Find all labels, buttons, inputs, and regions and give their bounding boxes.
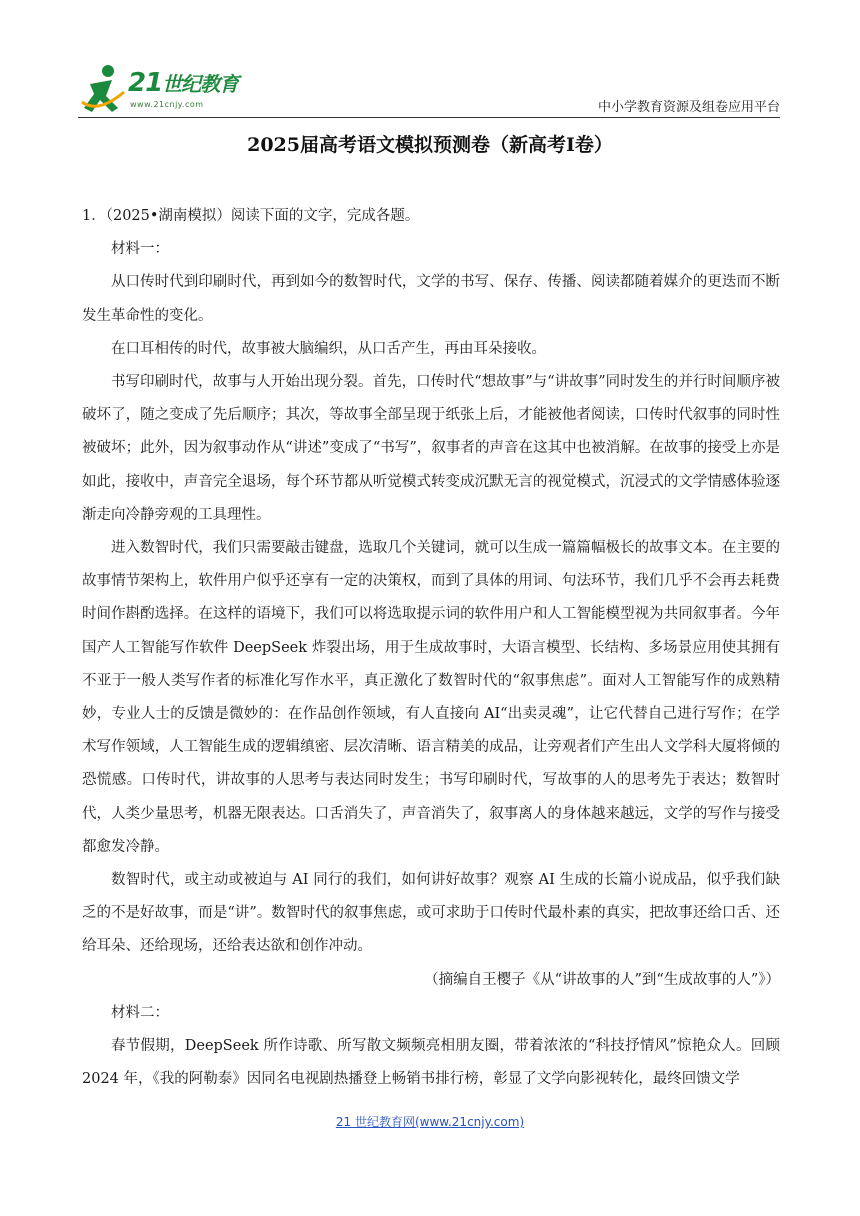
source-citation: （摘编自王樱子《从“讲故事的人”到“生成故事的人”》）	[424, 971, 780, 988]
logo-url: www.21cnjy.com	[130, 100, 204, 109]
paragraph: 在口耳相传的时代，故事被大脑编织，从口舌产生，再由耳朵接收。	[111, 340, 546, 357]
paragraph: 进入数智时代，我们只需要敲击键盘，选取几个关键词，就可以生成一篇篇幅极长的故事文本。在主要的故事情节架构上，软件用户似乎还享有一定的决策权，而到了具体的用词、句法环节，我们几乎不会再去耗费时间作斟酌选择。在这样的语境下，我们可以将选取提示词的软件用户和人工智能模型视为共同叙事者。今年国产人工智能写作软件 DeepSeek 炸裂出场，用于生成故事时，大语言模型、长结构、多场景应用使其拥有不亚于一般人类写作者的标准化写作水平，真正激化了数智时代的“叙事焦虑”。面对人工智能写作的成熟精妙，专业人士的反馈是微妙的：在作品创作领域，有人直接向 AI“出卖灵魂”，让它代替自己进行写作；在学术写作领域，人工智能生成的逻辑缜密、层次清晰、语言精美的成品，让旁观者们产生出人文学科大厦将倾的恐慌感。口传时代，讲故事的人思考与表达同时发生；书写印刷时代，写故事的人的思考先于表达；数智时代，人类少量思考，机器无限表达。口舌消失了，声音消失了，叙事离人的身体越来越远，文学的写作与接受都愈发冷静。	[82, 540, 780, 855]
question-body	[82, 200, 780, 1096]
platform-label: 中小学教育资源及组卷应用平台	[597, 100, 780, 115]
running-figure-icon	[78, 62, 128, 116]
material1-label: 材料一：	[111, 241, 169, 258]
footer-link[interactable]: 21 世纪教育网(www.21cnjy.com)	[335, 1115, 525, 1129]
paragraph: 书写印刷时代，故事与人开始出现分裂。首先，口传时代“想故事”与“讲故事”同时发生的并行时间顺序被破坏了，随之变成了先后顺序；其次，等故事全部呈现于纸张上后，才能被他者阅读，口传时代叙事的同时性被破坏；此外，因为叙事动作从“讲述”变成了“书写”，叙事者的声音在这其中也被消解。在故事的接受上亦是如此，接收中，声音完全退场，每个环节都从听觉模式转变成沉默无言的视觉模式，沉浸式的文学情感体验逐渐走向冷静旁观的工具理性。	[82, 374, 780, 523]
paragraph: 数智时代，或主动或被迫与 AI 同行的我们，如何讲好故事？观察 AI 生成的长篇小说成品，似乎我们缺乏的不是好故事，而是“讲”。数智时代的叙事焦虑，或可求助于口传时代最朴素的真实，把故事还给口舌、还给耳朵、还给现场，还给表达欲和创作冲动。	[82, 872, 780, 955]
header-divider	[78, 117, 780, 118]
question-stem: 1．（2025•湖南模拟）阅读下面的文字，完成各题。	[82, 208, 420, 224]
logo	[78, 62, 258, 116]
paragraph: 春节假期，DeepSeek 所作诗歌、所写散文频频亮相朋友圈，带着浓浓的“科技抒情风”惊艳众人。回顾 2024 年，《我的阿勒泰》因同名电视剧热播登上畅销书排行榜，彰显了文学向影视转化，最终回馈文学	[82, 1038, 780, 1088]
material2-label: 材料二：	[111, 1004, 169, 1021]
paragraph: 从口传时代到印刷时代，再到如今的数智时代，文学的书写、保存、传播、阅读都随着媒介的更迭而不断发生革命性的变化。	[82, 274, 780, 324]
page-title: 2025届高考语文模拟预测卷（新高考Ⅰ卷）	[247, 134, 613, 156]
page-header	[78, 62, 780, 116]
logo-brand: 21世纪教育	[128, 68, 239, 98]
